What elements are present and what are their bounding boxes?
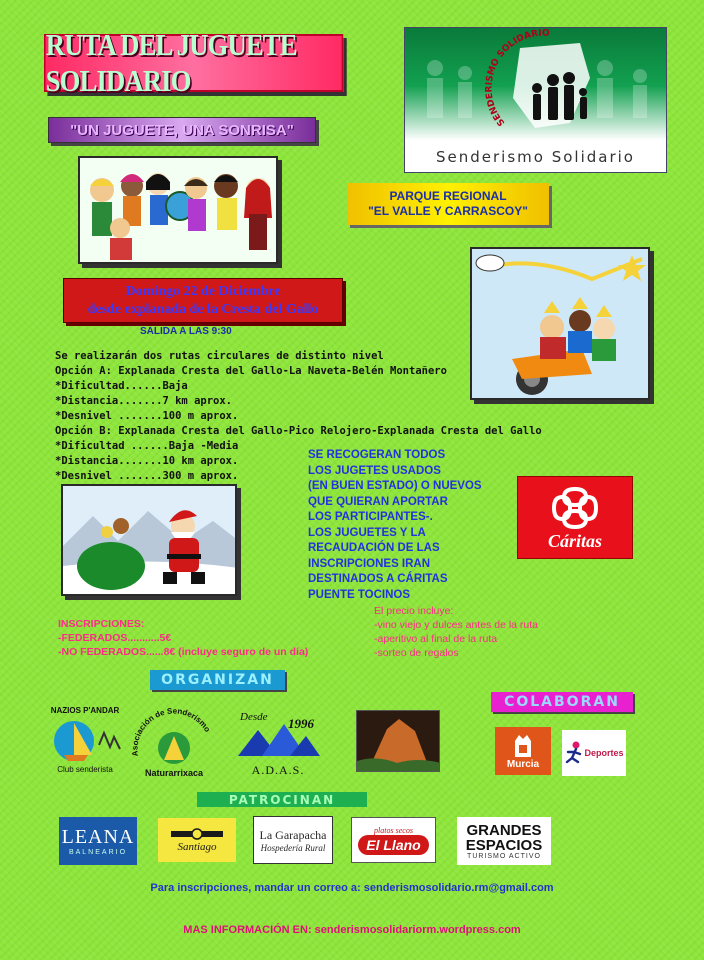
routes-line: *Distancia.......7 km aprox.	[55, 395, 233, 407]
family-silhouette-icon	[405, 28, 668, 148]
sponsors-label: PATROCINAN	[197, 792, 367, 807]
price-title: El precio incluye:	[374, 605, 454, 617]
garapacha-name: La Garapacha	[259, 827, 327, 842]
murcia-name: Murcia	[506, 758, 540, 770]
llano-top: platos secos	[374, 825, 413, 835]
price-item: -sorteo de regalos	[374, 647, 459, 659]
notice-line: SE RECOGERAN TODOS	[308, 449, 446, 461]
grandes-line1: GRANDES	[466, 821, 542, 839]
deportes-name: Deportes	[584, 748, 624, 758]
logo-arc-text: SENDERISMO SOLIDARIO	[484, 28, 550, 128]
llano-name: El Llano	[358, 835, 428, 855]
senderismo-solidario-logo	[404, 27, 667, 173]
garapacha-subtitle: Hospedería Rural	[260, 842, 326, 853]
grandes-line3: TURISMO ACTIVO	[467, 852, 541, 860]
notice-line: (EN BUEN ESTADO) O NUEVOS	[308, 480, 482, 492]
start-time: SALIDA A LAS 9:30	[140, 326, 232, 337]
grandes-espacios-logo	[457, 817, 551, 865]
deportes-logo	[562, 730, 626, 776]
registration-fees	[58, 617, 308, 659]
notice-line: RECAUDACIÓN DE LAS	[308, 542, 440, 554]
garapacha-logo	[253, 816, 333, 864]
naturarrixaca-logo	[128, 704, 220, 778]
routes-line: Opción B: Explanada Cresta del Gallo-Pico Relojero-Explanada Cresta del Gallo	[55, 425, 542, 437]
mountain-club-logo	[356, 710, 440, 772]
leana-subtitle: BALNEARIO	[68, 849, 128, 856]
event-date-banner	[63, 278, 343, 323]
parque-banner	[347, 183, 549, 225]
fee-federated: -FEDERADOS...........5€	[58, 632, 172, 644]
murcia-logo	[495, 727, 551, 775]
grandes-line2: ESPACIOS	[465, 836, 543, 854]
collaborators-label: COLABORAN	[491, 692, 633, 712]
routes-line: Se realizarán dos rutas circulares de distinto nivel	[55, 350, 384, 362]
club1-name: NAZIOS P'ANDAR	[50, 706, 120, 715]
price-item: -aperitivo al final de la ruta	[374, 633, 498, 645]
routes-line: *Dificultad ......Baja -Media	[55, 440, 239, 452]
event-place: desde explanada de la Cresta del Gallo	[87, 301, 319, 317]
event-date: Domingo 22 de Diciembre	[125, 283, 281, 299]
sailboat-icon	[44, 715, 126, 765]
price-item: -vino viejo y dulces antes de la ruta	[374, 619, 539, 631]
organizers-label: ORGANIZAN	[150, 670, 285, 690]
caritas-cross-icon	[550, 485, 600, 531]
adas-logo	[232, 708, 324, 778]
routes-line: *Desnivel .......300 m aprox.	[55, 470, 239, 482]
club2-arc-text: Asociación de Senderismo	[130, 706, 213, 757]
routes-line: Opción A: Explanada Cresta del Gallo-La Naveta-Belén Montañero	[55, 365, 447, 377]
leana-logo	[59, 817, 137, 865]
page-title: RUTA DEL JUGUETE SOLIDARIO	[44, 34, 343, 92]
fee-non-federated: -NO FEDERADOS......8€ (incluye seguro de un día)	[58, 646, 309, 658]
caritas-name: Cáritas	[547, 531, 603, 551]
notice-line: INSCRIPCIONES IRAN	[308, 557, 431, 570]
leana-name: LEANA	[61, 826, 135, 848]
logo-caption: Senderismo Solidario	[436, 148, 635, 166]
more-info-link[interactable]: MAS INFORMACIÓN EN: senderismosolidariorm.wordpress.com	[183, 924, 521, 936]
routes-line: *Dificultad......Baja	[55, 380, 188, 392]
routes-line: *Distancia.......10 km aprox.	[55, 455, 239, 467]
runner-icon	[564, 740, 584, 766]
slogan-banner: "UN JUGUETE, UNA SONRISA"	[48, 117, 316, 143]
adas-year: 1996	[288, 716, 314, 731]
adas-since: Desde	[240, 711, 268, 723]
fees-title: INSCRIPCIONES:	[58, 618, 145, 630]
caritas-logo	[517, 476, 633, 559]
santiago-name: Santiago	[177, 841, 217, 853]
price-includes	[374, 604, 538, 660]
club2-name: Naturarrixaca	[144, 768, 204, 778]
parque-line2: "EL VALLE Y CARRASCOY"	[368, 204, 528, 218]
notice-line: QUE QUIERAN APORTAR	[308, 495, 448, 508]
santa-illustration	[61, 484, 237, 596]
notice-line: LOS JUGETES USADOS	[308, 464, 441, 477]
children-illustration	[78, 156, 278, 264]
santiago-logo	[158, 818, 236, 862]
club1-subtitle: Club senderista	[57, 765, 113, 774]
santiago-emblem-icon	[167, 827, 227, 841]
toy-collection-notice	[308, 448, 508, 603]
adas-name: A.D.A.S.	[251, 763, 305, 777]
el-llano-logo	[351, 817, 436, 863]
notice-line: LOS JUGUETES Y LA	[308, 526, 426, 539]
notice-line: DESTINADOS A CÁRITAS	[308, 573, 448, 585]
parque-line1: PARQUE REGIONAL	[389, 189, 507, 203]
routes-line: *Desnivel .......100 m aprox.	[55, 410, 239, 422]
crown-shield-icon	[511, 733, 535, 759]
notice-line: PUENTE TOCINOS	[308, 588, 411, 601]
nazios-pandar-logo	[44, 706, 126, 780]
registration-email-note: Para inscripciones, mandar un correo a: senderismosolidario.rm@gmail.com	[150, 882, 554, 894]
notice-line: LOS PARTICIPANTES-.	[308, 511, 433, 523]
